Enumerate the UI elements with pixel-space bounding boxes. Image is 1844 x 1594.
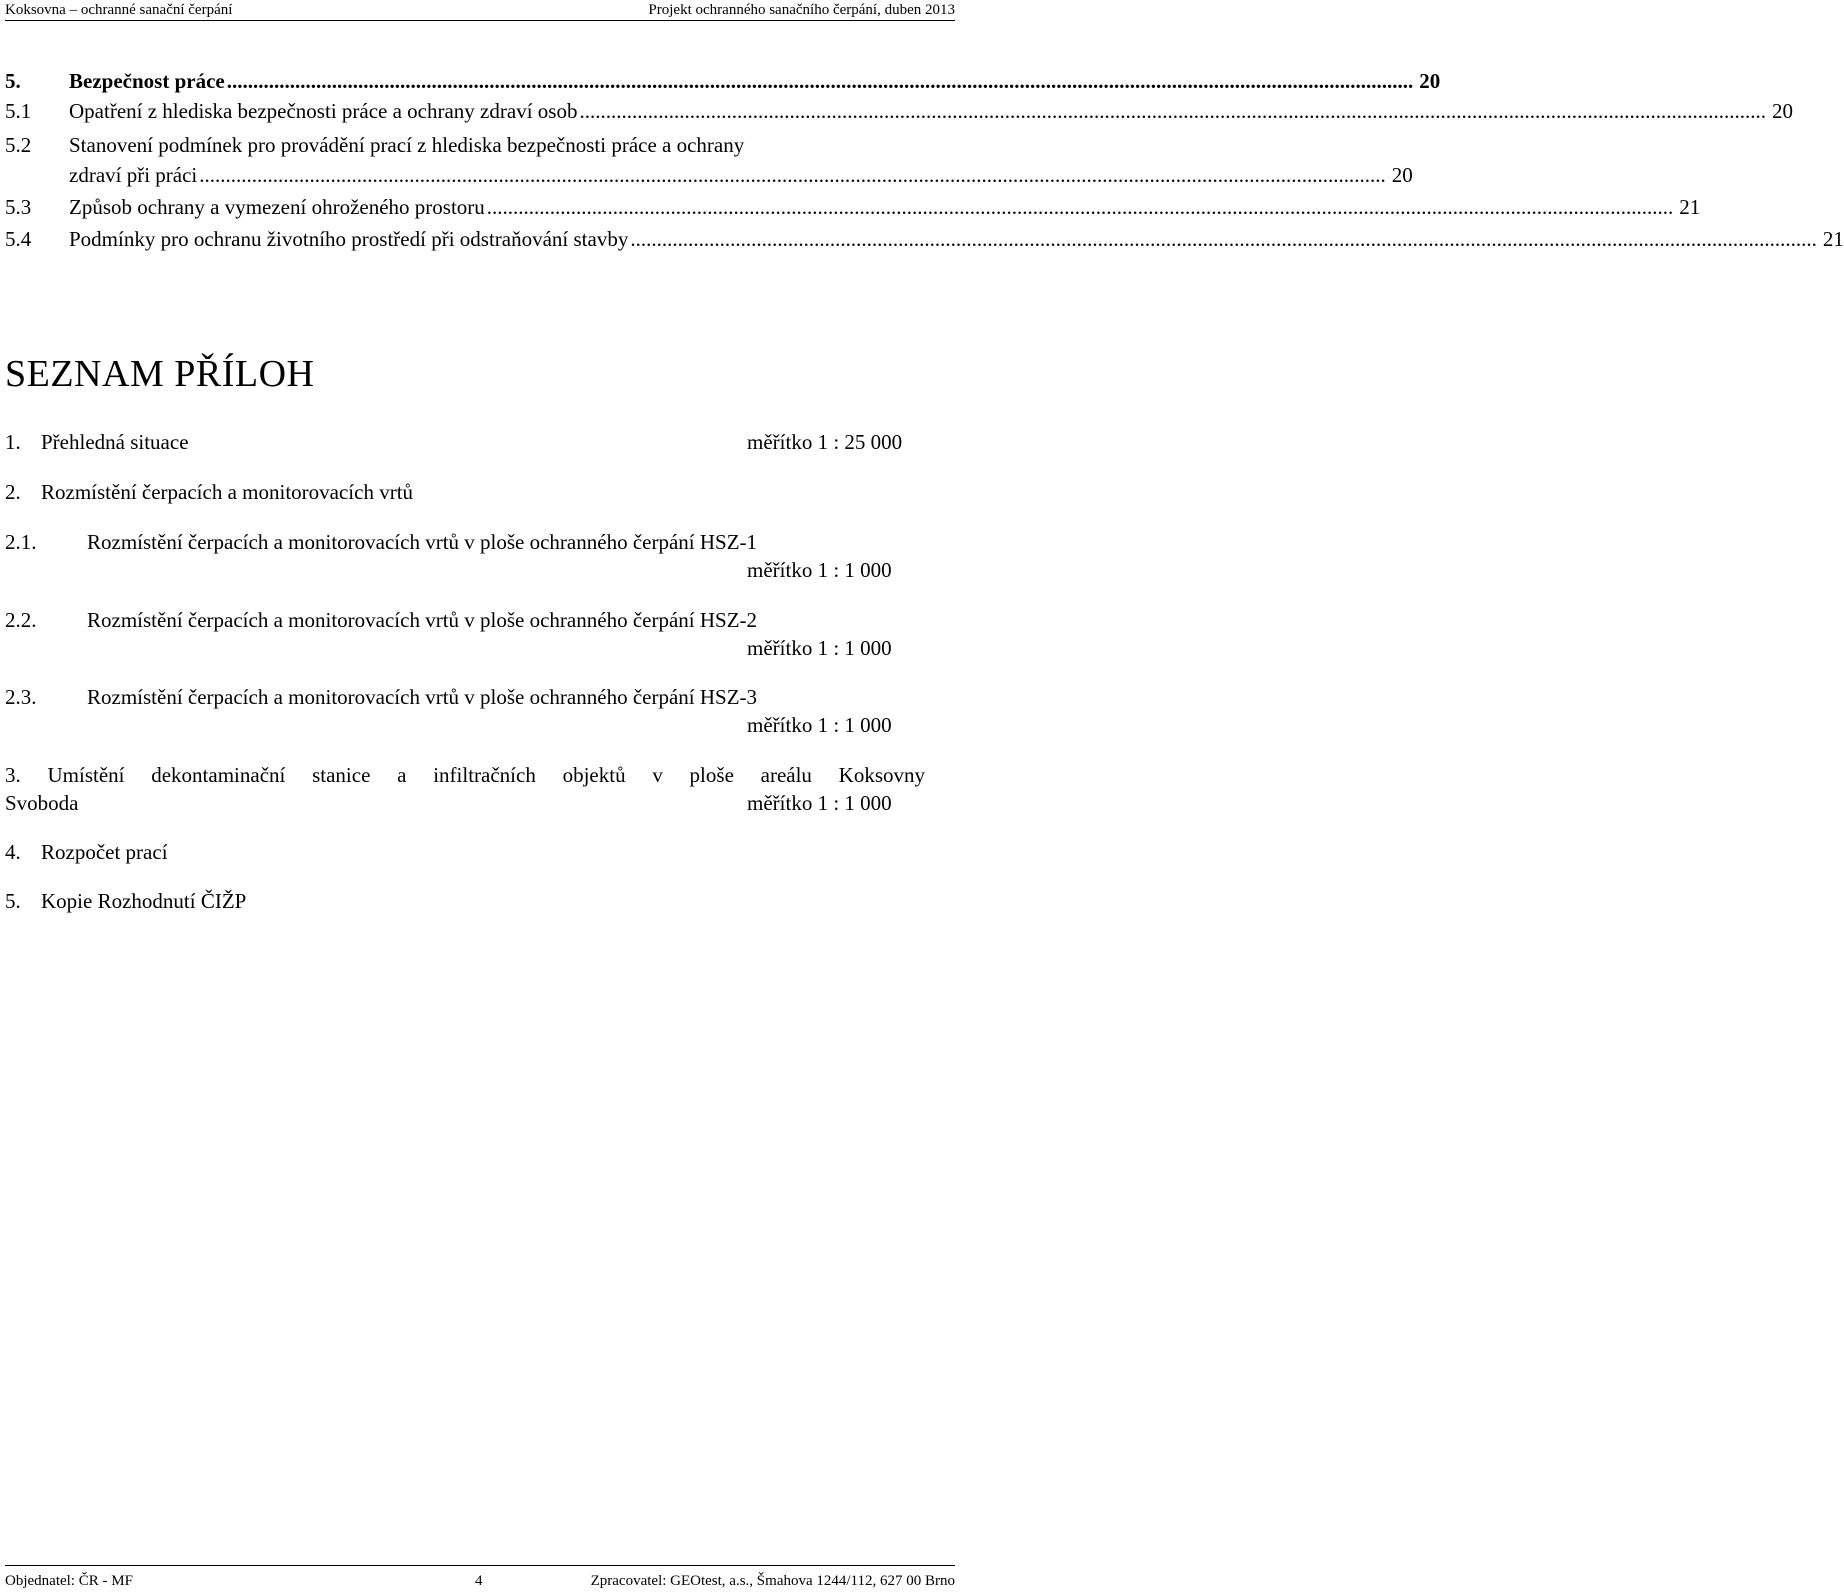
attachment-2-2 bbox=[5, 606, 925, 660]
attachment-3 bbox=[5, 761, 925, 817]
header-left-text: Koksovna – ochranné sanační čerpání bbox=[5, 2, 233, 18]
attachment-scale: měřítko 1 : 1 000 bbox=[747, 713, 892, 737]
attachment-number: 2.2. bbox=[5, 608, 37, 632]
header-right-text: Projekt ochranného sanačního čerpání, duben 2013 bbox=[648, 2, 955, 18]
attachment-scale: měřítko 1 : 25 000 bbox=[747, 430, 903, 454]
footer-right-text: Zpracovatel: GEOtest, a.s., Šmahova 1244/112, 627 00 Brno bbox=[590, 1573, 955, 1589]
toc-page: 21 bbox=[1822, 227, 1844, 251]
toc-entry-5-2-continuation[interactable] bbox=[5, 160, 1413, 190]
toc-leader: .................................................................................................................................................................................................................................. bbox=[226, 69, 1414, 93]
attachment-number: 1. bbox=[5, 430, 21, 454]
attachments-heading: SEZNAM PŘÍLOH bbox=[5, 353, 315, 395]
toc-leader: .................................................................................................................................................................................................................................. bbox=[630, 227, 1817, 251]
attachment-number: 2.3. bbox=[5, 685, 37, 709]
attachment-2 bbox=[5, 478, 925, 506]
toc-page: 20 bbox=[1391, 163, 1413, 187]
attachment-2-1 bbox=[5, 528, 925, 582]
attachment-text: Umístění dekontaminační stanice a infiltračních objektů v ploše areálu Koksovny bbox=[47, 763, 926, 787]
attachment-text: Rozmístění čerpacích a monitorovacích vrtů v ploše ochranného čerpání HSZ-3 bbox=[87, 685, 758, 709]
toc-number: 5. bbox=[5, 69, 21, 93]
attachment-text: Rozmístění čerpacích a monitorovacích vrtů v ploše ochranného čerpání HSZ-1 bbox=[87, 530, 758, 554]
attachment-2-3 bbox=[5, 683, 925, 737]
toc-leader: .................................................................................................................................................................................................................................. bbox=[486, 195, 1674, 219]
attachment-text-continuation: Svoboda bbox=[5, 791, 79, 815]
page-number: 4 bbox=[475, 1573, 483, 1589]
page-header bbox=[5, 0, 955, 21]
attachment-number: 4. bbox=[5, 840, 21, 864]
attachment-scale: měřítko 1 : 1 000 bbox=[747, 636, 892, 660]
attachment-number: 2.1. bbox=[5, 530, 37, 554]
toc-leader: .................................................................................................................................................................................................................................. bbox=[579, 99, 1766, 123]
toc-entry-5-1[interactable] bbox=[5, 96, 1793, 126]
page-footer bbox=[5, 1565, 955, 1594]
toc-page: 21 bbox=[1679, 195, 1701, 219]
toc-number: 5.2 bbox=[5, 133, 32, 157]
attachment-number: 2. bbox=[5, 480, 21, 504]
attachment-text: Rozmístění čerpacích a monitorovacích vrtů bbox=[41, 480, 414, 504]
toc-text: Stanovení podmínek pro provádění prací z hlediska bezpečnosti práce a ochrany bbox=[69, 133, 745, 157]
toc-entry-5-4[interactable] bbox=[5, 224, 1844, 254]
toc-entry-5[interactable] bbox=[5, 66, 1441, 96]
footer-left-text: Objednatel: ČR - MF bbox=[5, 1573, 133, 1589]
attachment-text: Rozmístění čerpacích a monitorovacích vrtů v ploše ochranného čerpání HSZ-2 bbox=[87, 608, 758, 632]
attachment-1 bbox=[5, 428, 925, 456]
toc-text: Bezpečnost práce bbox=[69, 69, 225, 93]
toc-text-continuation: zdraví při práci bbox=[69, 163, 198, 187]
attachment-text: Přehledná situace bbox=[41, 430, 189, 454]
toc-number: 5.1 bbox=[5, 99, 32, 123]
toc-text: Způsob ochrany a vymezení ohroženého prostoru bbox=[69, 195, 485, 219]
attachment-text: Kopie Rozhodnutí ČIŽP bbox=[41, 889, 247, 913]
toc-text: Opatření z hlediska bezpečnosti práce a ochrany zdraví osob bbox=[69, 99, 578, 123]
attachment-5 bbox=[5, 887, 925, 915]
toc-text: Podmínky pro ochranu životního prostředí při odstraňování stavby bbox=[69, 227, 629, 251]
toc-page: 20 bbox=[1419, 69, 1441, 93]
toc-page: 20 bbox=[1771, 99, 1793, 123]
attachment-scale: měřítko 1 : 1 000 bbox=[747, 558, 892, 582]
attachment-text: Rozpočet prací bbox=[41, 840, 168, 864]
attachment-number: 5. bbox=[5, 889, 21, 913]
attachment-number: 3. bbox=[5, 763, 21, 787]
toc-entry-5-3[interactable] bbox=[5, 192, 1701, 222]
toc-entry-5-2[interactable] bbox=[5, 130, 920, 160]
attachment-scale: měřítko 1 : 1 000 bbox=[747, 791, 892, 815]
toc-number: 5.4 bbox=[5, 227, 32, 251]
toc-number: 5.3 bbox=[5, 195, 32, 219]
attachment-4 bbox=[5, 838, 925, 866]
toc-leader: .................................................................................................................................................................................................................................. bbox=[199, 163, 1386, 187]
